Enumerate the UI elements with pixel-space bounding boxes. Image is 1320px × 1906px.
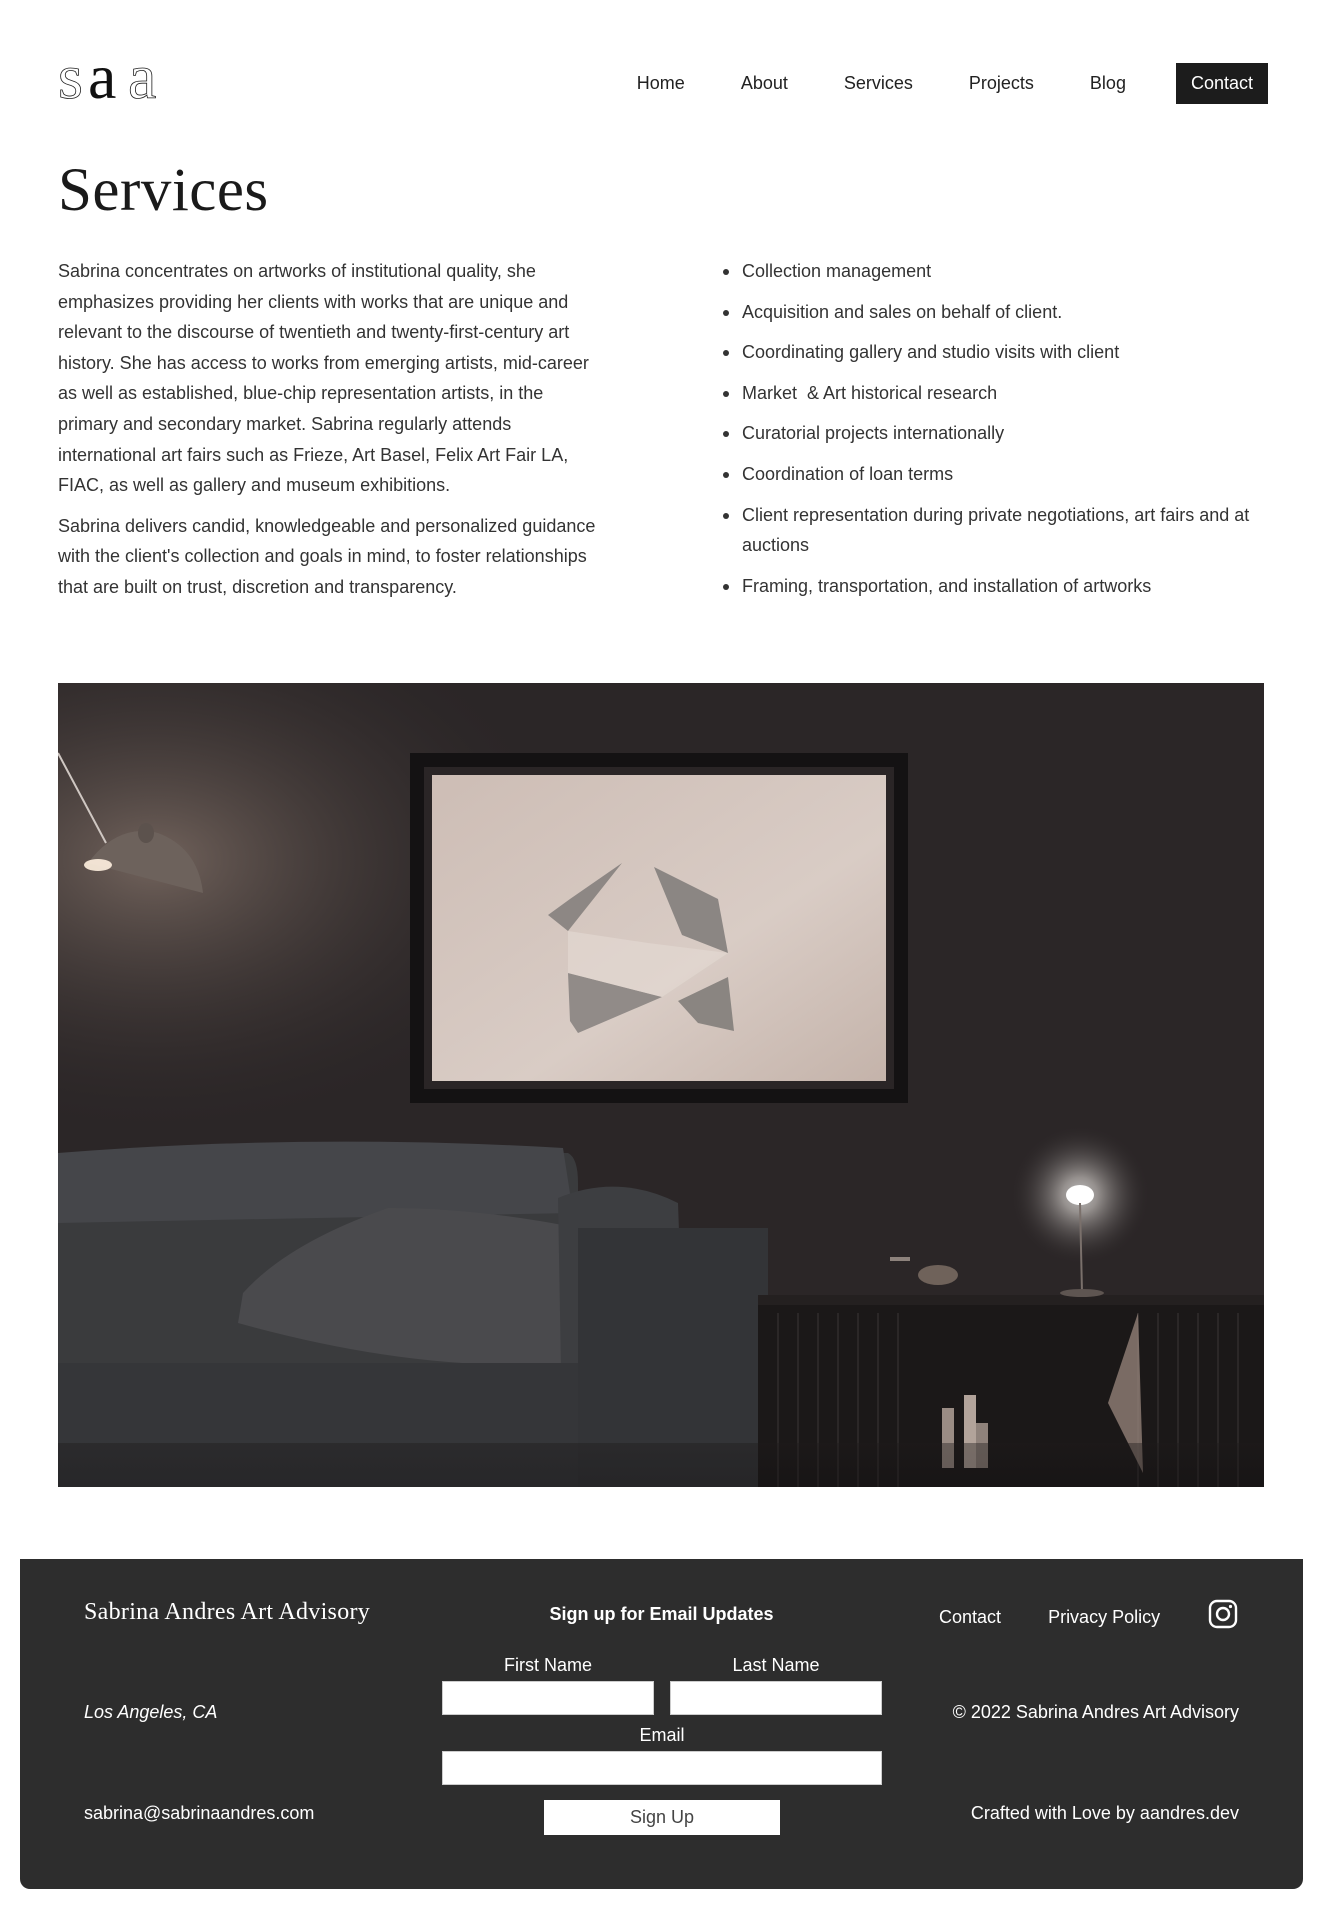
svg-text:a: a: [128, 46, 149, 106]
email-input[interactable]: [442, 1751, 882, 1785]
svg-text:a: a: [88, 46, 109, 106]
service-item: Curatorial projects internationally: [742, 418, 1272, 449]
footer-location: Los Angeles, CA: [84, 1702, 218, 1722]
nav-services[interactable]: Services: [843, 73, 913, 93]
signup-title: Sign up for Email Updates: [549, 1604, 774, 1624]
credit-link[interactable]: Crafted with Love by aandres.dev: [970, 1803, 1239, 1823]
service-item: Market & Art historical research: [742, 378, 1272, 409]
service-item: Coordination of loan terms: [742, 459, 1272, 490]
email-label: Email: [639, 1725, 685, 1745]
nav-projects[interactable]: Projects: [968, 73, 1034, 93]
signup-button[interactable]: Sign Up: [544, 1800, 780, 1835]
nav-about[interactable]: About: [740, 73, 788, 93]
last-name-label: Last Name: [732, 1655, 820, 1675]
interior-photo: [58, 683, 1264, 1487]
page-title: Services: [58, 157, 269, 224]
footer-email-link[interactable]: sabrina@sabrinaandres.com: [84, 1803, 315, 1823]
nav-home[interactable]: Home: [636, 73, 685, 93]
footer-brand: Sabrina Andres Art Advisory: [84, 1599, 371, 1625]
service-item: Framing, transportation, and installation of artworks: [742, 571, 1272, 602]
service-item: Acquisition and sales on behalf of client.: [742, 297, 1272, 328]
instagram-icon[interactable]: [1208, 1599, 1238, 1629]
services-intro: [58, 256, 598, 603]
nav-blog[interactable]: Blog: [1089, 73, 1126, 93]
svg-text:s: s: [58, 46, 75, 106]
service-item: Client representation during private negotiations, art fairs and at auctions: [742, 500, 1272, 561]
footer-privacy-link[interactable]: Privacy Policy: [1048, 1607, 1161, 1627]
footer-links: [939, 1607, 1202, 1628]
last-name-input[interactable]: [670, 1681, 882, 1715]
services-list: [742, 256, 1272, 611]
nav-contact-button[interactable]: Contact: [1176, 63, 1268, 104]
service-item: Collection management: [742, 256, 1272, 287]
intro-paragraph: Sabrina delivers candid, knowledgeable and personalized guidance with the client's collection and goals in mind, to foster relationships that are built on trust, discretion and transparency.: [58, 515, 596, 597]
first-name-label: First Name: [503, 1655, 592, 1675]
service-item: Coordinating gallery and studio visits with client: [742, 337, 1272, 368]
site-logo[interactable]: [58, 46, 186, 106]
footer-contact-link[interactable]: Contact: [939, 1607, 1002, 1627]
first-name-input[interactable]: [442, 1681, 654, 1715]
copyright: © 2022 Sabrina Andres Art Advisory: [952, 1702, 1239, 1722]
main-nav: [581, 63, 1268, 104]
site-footer: [20, 1559, 1303, 1889]
intro-paragraph: Sabrina concentrates on artworks of institutional quality, she emphasizes providing her clients with works that are unique and relevant to the discourse of twentieth and twenty-first-century art history. She has access to works from emerging artists, mid-career as well as established, blue-chip representation artists, in the primary and secondary market. Sabrina regularly attends international art fairs such as Frieze, Art Basel, Felix Art Fair LA, FIAC, as well as gallery and museum exhibitions.: [58, 261, 589, 496]
